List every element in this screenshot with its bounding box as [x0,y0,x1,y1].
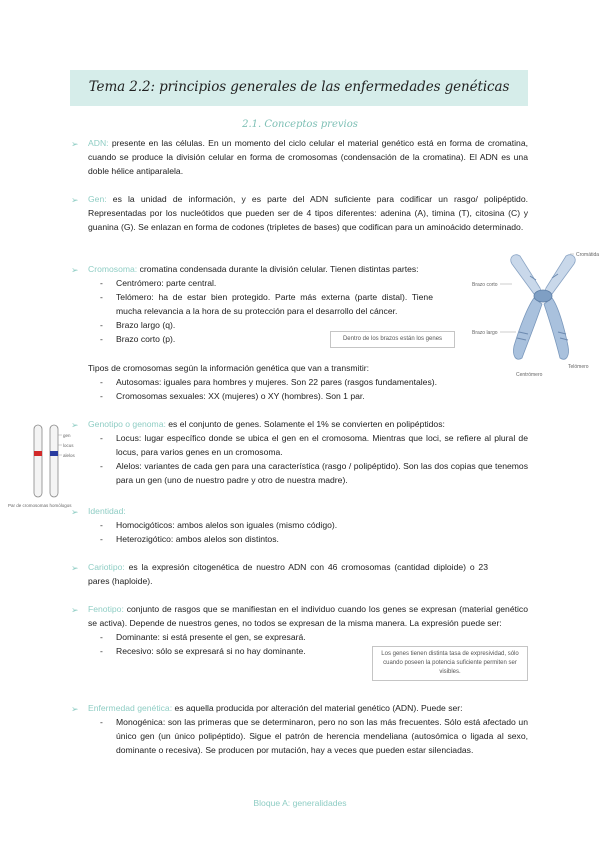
list-item: - Brazo largo (q). [88,319,433,333]
arrow-bullet-icon: ➢ [71,563,79,573]
chromosome-pair-icon [34,425,58,497]
label-telomere: Telómero [568,364,589,370]
text-gen: es la unidad de información, y es parte del ADN suficiente para codificar un rasgo/ polipéptido. Representadas por los nucleótidos que pueden ser de 4 tipos diferentes: adenina (A), timina (T), citosina (C) y guanina (G). Se enlazan en forma de codones (tripletes de bases) que codifican para un aminoácido determinado. [88,194,528,232]
keyword-cromosoma: Cromosoma: [88,264,138,274]
list-item: - Telómero: ha de estar bien protegido. Parte más externa (parte distal). Tiene mucha relevancia a la hora de su protección para el desarrollo del cáncer. [88,291,433,319]
arrow-bullet-icon: ➢ [71,265,79,275]
arrow-bullet-icon: ➢ [71,704,79,714]
section-subtitle: 2.1. Conceptos previos [242,119,358,130]
keyword-enfermedad: Enfermedad genética: [88,703,173,713]
list-item: - Brazo corto (p). [88,333,433,347]
arrow-bullet-icon: ➢ [71,139,79,149]
list-item: - Monogénica: son las primeras que se determinaron, pero no son las más frecuentes. Sólo está afectado un único gen (un único polipéptido). Sigue el patrón de herencia mendeliana (autosómica o ligada al sexo, dominante o recesiva). Se producen por mutación, hay a veces que pueden estar silenciadas. [88,716,528,758]
page-title: Tema 2.2: principios generales de las enfermedades genéticas [88,79,510,96]
label-centromere: Centrómero [516,372,543,378]
label-alleles: alelos [63,453,75,458]
arrow-bullet-icon: ➢ [71,507,79,517]
list-item: - Centrómero: parte central. [88,277,433,291]
section-genotipo [71,418,528,488]
label-homologous-pair: Par de cromosomas homólogos [8,503,72,508]
label-short-arm: Brazo corto [472,282,498,288]
text-types-intro: Tipos de cromosomas según la información genética que van a transmitir: [88,363,370,373]
text-cariotipo: es la expresión citogenética de nuestro ADN con 46 cromosomas (cantidad diploide) o 23 pares (haploide). [88,562,488,586]
keyword-gen: Gen: [88,194,107,204]
list-item: - Locus: lugar específico donde se ubica el gen en el cromosoma. Mientras que loci, se refiere al plural de locus, para varios genes en un cromosoma. [88,432,528,460]
keyword-cariotipo: Cariotipo: [88,562,125,572]
section-chromosome-types [88,362,528,404]
text-enfermedad: es aquella producida por alteración del material genético (ADN). Puede ser: [172,703,463,713]
text-cromosoma: cromatina condensada durante la división celular. Tienen distintas partes: [137,264,419,274]
chromosome-figure [470,246,600,380]
list-item: - Autosomas: iguales para hombres y mujeres. Son 22 pares (rasgos fundamentales). [88,376,528,390]
list-item: - Alelos: variantes de cada gen para una característica (rasgo / polipéptido). Son las dos copias que tenemos para un gen (uno de nuestro padre y otro de nuestra madre). [88,460,528,488]
keyword-genotipo: Genotipo o genoma: [88,419,166,429]
text-adn: presente en las células. En un momento del ciclo celular el material genético está en forma de cromatina, cuando se produce la división celular en forma de cromosomas (condensación de la cromatina). El ADN es una doble hélice antiparalela. [88,138,528,176]
page-footer: Bloque A: generalidades [253,798,347,808]
list-enfermedad [88,716,528,758]
section-gen [71,193,528,235]
list-chromosome-types [88,376,528,404]
chromosome-icon [511,255,576,360]
homologous-pair-figure [6,423,86,509]
label-chromatid: Cromátida [576,252,600,258]
section-adn [71,137,528,179]
keyword-fenotipo: Fenotipo: [88,604,124,614]
label-long-arm: Brazo largo [472,330,498,336]
note-expressivity: Los genes tienen distinta tasa de expresividad, sólo cuando poseen la potencia suficiente permiten ser visibles. [372,646,528,681]
list-identidad [88,519,528,547]
arrow-bullet-icon: ➢ [71,605,79,615]
list-item: - Dominante: si está presente el gen, se expresará. [88,631,348,645]
section-identidad [71,505,528,547]
list-fenotipo [88,631,348,659]
arrow-bullet-icon: ➢ [71,195,79,205]
list-item: - Cromosomas sexuales: XX (mujeres) o XY (hombres). Son 1 par. [88,390,528,404]
label-gen: gen [63,433,71,438]
label-locus: locus [63,443,74,448]
arrow-bullet-icon: ➢ [71,420,79,430]
note-genes-in-arms: Dentro de los brazos están los genes [330,331,455,348]
list-item: - Homocigóticos: ambos alelos son iguales (mismo código). [88,519,528,533]
section-cariotipo [71,561,488,589]
section-enfermedad [71,702,528,758]
list-item: - Recesivo: sólo se expresará si no hay dominante. [88,645,348,659]
keyword-identidad: Identidad: [88,506,126,516]
list-item: - Heterozigótico: ambos alelos son distintos. [88,533,528,547]
text-fenotipo: conjunto de rasgos que se manifiestan en el individuo cuando los genes se expresan (material genético se activa). Depende de nuestros genes, no todos se expresan de la misma manera. La expresión puede ser: [88,604,528,628]
text-genotipo: es el conjunto de genes. Solamente el 1% se convierten en polipéptidos: [165,419,445,429]
keyword-adn: ADN: [88,138,109,148]
title-banner [70,70,528,106]
list-genotipo [88,432,528,488]
